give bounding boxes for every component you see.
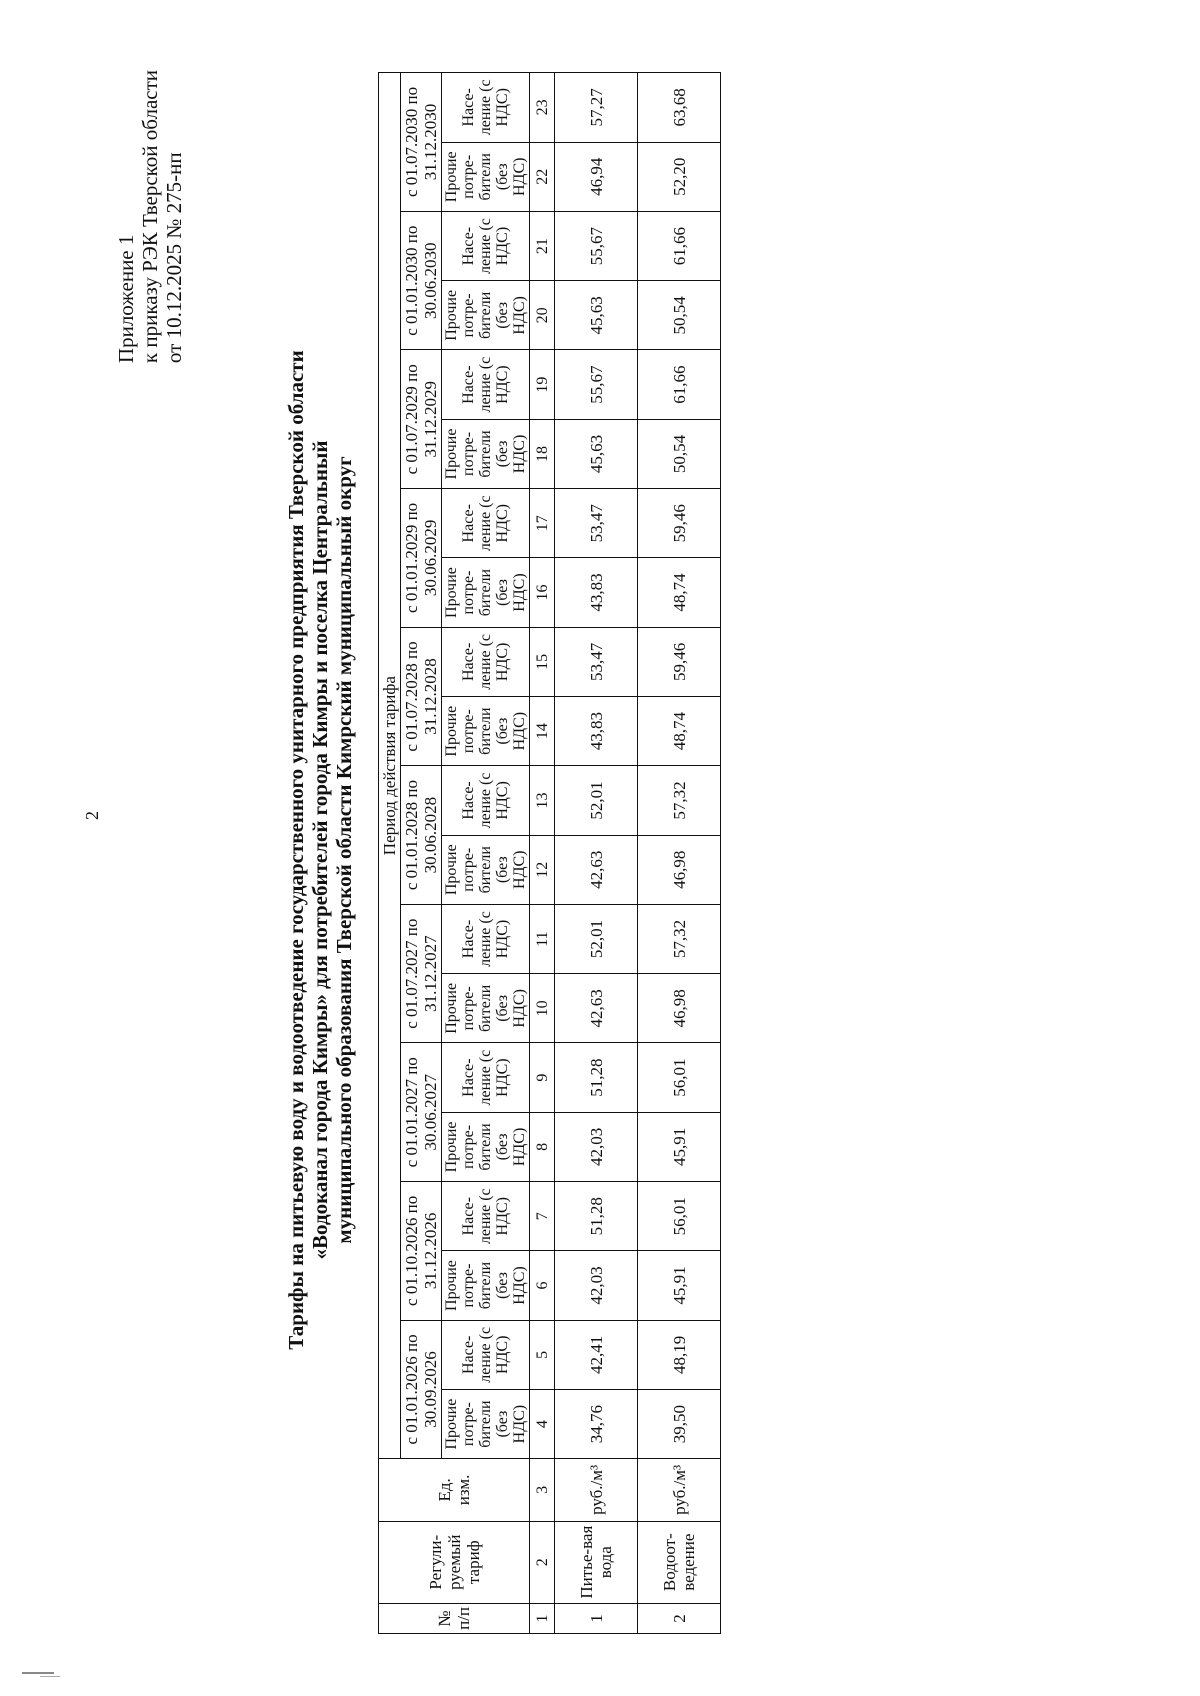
title-line-3: муниципального образования Тверской области Кимрский муниципальный округ: [332, 456, 356, 1244]
appendix-line-2: к приказу РЭК Тверской области: [138, 70, 162, 364]
col-number: 18: [530, 419, 555, 488]
tariff-value: 56,01: [638, 1182, 721, 1251]
tariff-value: 42,41: [555, 1320, 638, 1389]
tariff-value: 63,68: [638, 73, 721, 143]
row-num: 1: [555, 1603, 638, 1633]
table-row-water: [555, 73, 638, 1634]
tariff-value: 53,47: [555, 627, 638, 696]
sub-other: Прочие потре-бители (без НДС): [442, 696, 530, 765]
sub-pop: Насе-ление (с НДС): [442, 1182, 530, 1251]
col-number: 21: [530, 211, 555, 280]
col-number: 23: [530, 73, 555, 143]
sub-other: Прочие потре-бители (без НДС): [442, 419, 530, 488]
col-number: 22: [530, 142, 555, 211]
tariff-value: 53,47: [555, 489, 638, 558]
tariff-value: 56,01: [638, 1043, 721, 1112]
scan-artifact: [40, 1676, 60, 1677]
tariff-table: [378, 72, 721, 1634]
column-number-row: [530, 73, 555, 1634]
sub-pop: Насе-ление (с НДС): [442, 350, 530, 419]
tariff-value: 48,74: [638, 558, 721, 627]
tariff-value: 46,98: [638, 835, 721, 904]
appendix-line-3: от 10.12.2025 № 275-нп: [162, 152, 186, 364]
tariff-value: 45,91: [638, 1251, 721, 1320]
period-5: с 01.01.2028 по 30.06.2028: [401, 766, 442, 905]
row-num: 2: [638, 1603, 721, 1633]
header-tariff: Регули-руемый тариф: [379, 1521, 530, 1603]
unit: руб./м³: [638, 1459, 721, 1521]
appendix-note: [114, 70, 186, 363]
period-8: с 01.07.2029 по 31.12.2029: [401, 350, 442, 489]
sub-other: Прочие потре-бители (без НДС): [442, 558, 530, 627]
col-number: 17: [530, 489, 555, 558]
unit: руб./м³: [555, 1459, 638, 1521]
col-number: 4: [530, 1389, 555, 1458]
tariff-value: 46,98: [638, 974, 721, 1043]
period-4: с 01.07.2027 по 31.12.2027: [401, 904, 442, 1043]
tariff-value: 48,74: [638, 696, 721, 765]
sub-pop: Насе-ление (с НДС): [442, 1320, 530, 1389]
sub-other: Прочие потре-бители (без НДС): [442, 1389, 530, 1458]
period-1: с 01.01.2026 по 30.09.2026: [401, 1320, 442, 1459]
header-period: Период действия тарифа: [379, 73, 401, 1459]
tariff-value: 45,63: [555, 419, 638, 488]
header-row-consumers: [442, 73, 530, 1634]
header-row-period: [379, 73, 401, 1634]
tariff-value: 43,83: [555, 558, 638, 627]
tariff-value: 46,94: [555, 142, 638, 211]
tariff-value: 52,01: [555, 766, 638, 835]
col-number: 16: [530, 558, 555, 627]
tariff-value: 55,67: [555, 350, 638, 419]
tariff-value: 45,91: [638, 1112, 721, 1181]
header-unit: Ед. изм.: [379, 1459, 530, 1521]
tariff-value: 52,20: [638, 142, 721, 211]
col-number: 8: [530, 1112, 555, 1181]
col-number: 1: [530, 1603, 555, 1633]
tariff-value: 34,76: [555, 1389, 638, 1458]
col-number: 3: [530, 1459, 555, 1521]
title-line-2: «Водоканал города Кимры» для потребителей города Кимры и поселка Центральный: [308, 440, 332, 1260]
tariff-value: 42,03: [555, 1112, 638, 1181]
tariff-value: 39,50: [638, 1389, 721, 1458]
tariff-value: 50,54: [638, 419, 721, 488]
period-10: с 01.07.2030 по 31.12.2030: [401, 73, 442, 212]
tariff-value: 57,27: [555, 73, 638, 143]
service-name: Водоот-ведение: [638, 1521, 721, 1603]
page-number: 2: [82, 811, 102, 820]
tariff-value: 43,83: [555, 696, 638, 765]
col-number: 20: [530, 281, 555, 350]
sub-pop: Насе-ление (с НДС): [442, 1043, 530, 1112]
sub-pop: Насе-ление (с НДС): [442, 73, 530, 143]
tariff-value: 50,54: [638, 281, 721, 350]
period-2: с 01.10.2026 по 31.12.2026: [401, 1182, 442, 1321]
col-number: 7: [530, 1182, 555, 1251]
sub-pop: Насе-ление (с НДС): [442, 766, 530, 835]
col-number: 6: [530, 1251, 555, 1320]
table-row-sewerage: [638, 73, 721, 1634]
tariff-value: 52,01: [555, 904, 638, 973]
tariff-value: 51,28: [555, 1182, 638, 1251]
col-number: 14: [530, 696, 555, 765]
tariff-value: 55,67: [555, 211, 638, 280]
tariff-value: 42,63: [555, 974, 638, 1043]
scan-artifact: [22, 1672, 54, 1674]
col-number: 15: [530, 627, 555, 696]
tariff-value: 59,46: [638, 627, 721, 696]
service-name: Питье-вая вода: [555, 1521, 638, 1603]
period-3: с 01.01.2027 по 30.06.2027: [401, 1043, 442, 1182]
period-7: с 01.01.2029 по 30.06.2029: [401, 489, 442, 628]
sub-other: Прочие потре-бители (без НДС): [442, 1251, 530, 1320]
sub-pop: Насе-ление (с НДС): [442, 211, 530, 280]
tariff-value: 42,03: [555, 1251, 638, 1320]
period-9: с 01.01.2030 по 30.06.2030: [401, 211, 442, 350]
col-number: 2: [530, 1521, 555, 1603]
sub-pop: Насе-ление (с НДС): [442, 627, 530, 696]
sub-other: Прочие потре-бители (без НДС): [442, 835, 530, 904]
tariff-value: 61,66: [638, 350, 721, 419]
sub-pop: Насе-ление (с НДС): [442, 904, 530, 973]
col-number: 5: [530, 1320, 555, 1389]
tariff-value: 45,63: [555, 281, 638, 350]
col-number: 12: [530, 835, 555, 904]
col-number: 19: [530, 350, 555, 419]
rotated-landscape-page: [26, 40, 1186, 1660]
col-number: 10: [530, 974, 555, 1043]
sub-pop: Насе-ление (с НДС): [442, 489, 530, 558]
col-number: 11: [530, 904, 555, 973]
sub-other: Прочие потре-бители (без НДС): [442, 1112, 530, 1181]
tariff-value: 59,46: [638, 489, 721, 558]
sub-other: Прочие потре-бители (без НДС): [442, 974, 530, 1043]
tariff-value: 48,19: [638, 1320, 721, 1389]
tariff-value: 57,32: [638, 904, 721, 973]
tariff-value: 57,32: [638, 766, 721, 835]
sub-other: Прочие потре-бители (без НДС): [442, 281, 530, 350]
col-number: 13: [530, 766, 555, 835]
sub-other: Прочие потре-бители (без НДС): [442, 142, 530, 211]
tariff-value: 61,66: [638, 211, 721, 280]
period-6: с 01.07.2028 по 31.12.2028: [401, 627, 442, 766]
header-row-dates: [401, 73, 442, 1634]
header-num: № п/п: [379, 1603, 530, 1633]
tariff-value: 42,63: [555, 835, 638, 904]
appendix-line-1: Приложение 1: [114, 234, 138, 364]
tariff-value: 51,28: [555, 1043, 638, 1112]
col-number: 9: [530, 1043, 555, 1112]
title-line-1: Тарифы на питьевую воду и водоотведение государственного унитарного предприятия Тверской области: [284, 350, 308, 1350]
document-title: [284, 40, 356, 1660]
